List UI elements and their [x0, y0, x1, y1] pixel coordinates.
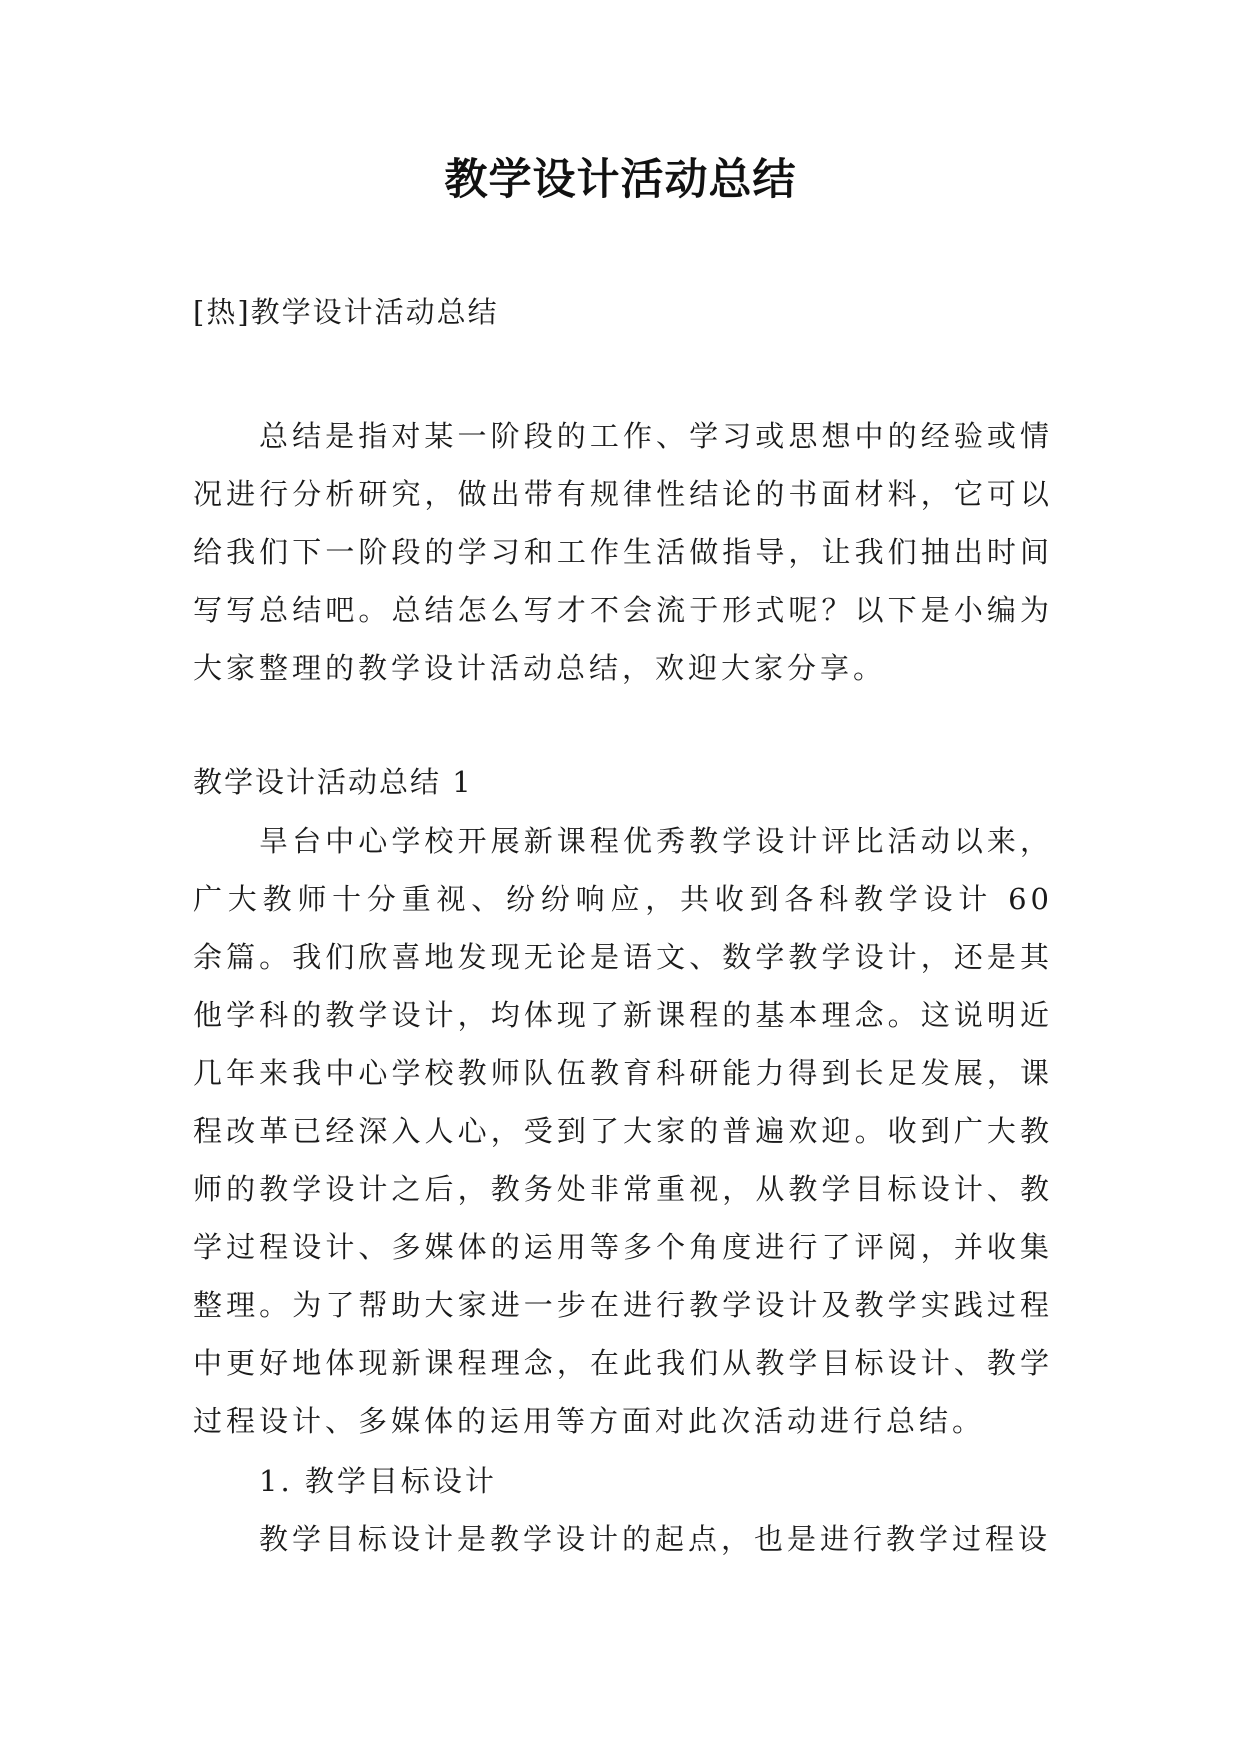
- document-title: 教学设计活动总结: [444, 155, 797, 205]
- sub-section-heading: 1. 教学目标设计: [259, 1464, 497, 1498]
- section-heading: 教学设计活动总结 1: [193, 765, 473, 799]
- sub-section-paragraph: 教学目标设计是教学设计的起点，也是进行教学过程设: [259, 1522, 1052, 1556]
- intro-paragraph: 总结是指对某一阶段的工作、学习或思想中的经验或情况进行分析研究，做出带有规律性结论的书面材料，它可以给我们下一阶段的学习和工作生活做指导，让我们抽出时间写写总结吧。总结怎么写才不会流于形式呢？以下是小编为大家整理的教学设计活动总结，欢迎大家分享。: [193, 419, 1053, 685]
- document-subtitle: [热]教学设计活动总结: [193, 295, 499, 329]
- section-body-paragraph: 旱台中心学校开展新课程优秀教学设计评比活动以来，广大教师十分重视、纷纷响应，共收到各科教学设计 60 余篇。我们欣喜地发现无论是语文、数学教学设计，还是其他学科的教学设计，均体现了新课程的基本理念。这说明近几年来我中心学校教师队伍教育科研能力得到长足发展，课程改革已经深入人心，受到了大家的普遍欢迎。收到广大教师的教学设计之后，教务处非常重视，从教学目标设计、教学过程设计、多媒体的运用等多个角度进行了评阅，并收集整理。为了帮助大家进一步在进行教学设计及教学实践过程中更好地体现新课程理念，在此我们从教学目标设计、教学过程设计、多媒体的运用等方面对此次活动进行总结。: [193, 824, 1053, 1438]
